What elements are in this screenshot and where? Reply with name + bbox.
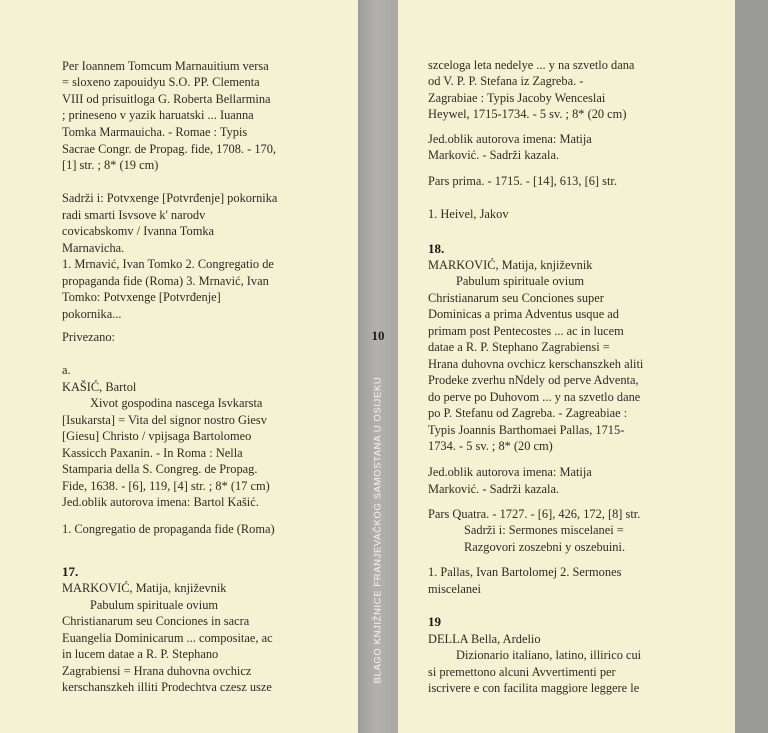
text-line: Pars prima. - 1715. - [14], 613, [6] str.: [428, 174, 617, 188]
text-line: VIII od prisuitloga G. Roberta Bellarmina: [62, 92, 271, 106]
spine-title: BLAGO KNJIŽNICE FRANJEVAČKOG SAMOSTANA U OSIJEKU: [372, 376, 384, 684]
entry-title: Pabulum spirituale ovium: [90, 598, 219, 612]
text-line: Tomka Marmauicha. - Romae : Typis: [62, 125, 248, 139]
text-line: = sloxeno zapouidyu S.O. PP. Clementa: [62, 75, 260, 89]
text-line: Per Ioannem Tomcum Marnauitium versa: [62, 59, 269, 73]
page-number: 10: [371, 328, 385, 343]
entry-author: MARKOVIĆ, Matija, književnik: [62, 581, 227, 595]
text-line: do perve po Duhovom ... y na szvetlo dane: [428, 390, 641, 404]
entry-author: KAŠIĆ, Bartol: [62, 380, 137, 394]
text-line: [1] str. ; 8* (19 cm): [62, 158, 159, 172]
text-line: Zagrabiensi = Hrana duhovna ovchicz: [62, 664, 252, 678]
text-line: propaganda fide (Roma) 3. Mrnavić, Ivan: [62, 274, 269, 288]
text-line: Fide, 1638. - [6], 119, [4] str. ; 8* (17 cm): [62, 479, 270, 493]
text-line: pokornika...: [62, 307, 122, 321]
text-line: 1. Congregatio de propaganda fide (Roma): [62, 522, 275, 536]
text-line: Hrana duhovna ovchicz kerschanszkeh aliti: [428, 357, 644, 371]
text-line: Razgovori zoszebni y oszebuini.: [464, 540, 626, 554]
text-line: datae a R. P. Stephano Zagrabiensi =: [428, 340, 610, 354]
text-line: Kassicch Paxanin. - In Roma : Nella: [62, 446, 243, 460]
text-line: Marković. - Sadrži kazala.: [428, 482, 560, 496]
text-line: Jed.oblik autorova imena: Bartol Kašić.: [62, 495, 259, 509]
text-line: Zagrabiae : Typis Jacoby Wenceslai: [428, 91, 606, 105]
entry-number: 19: [428, 614, 441, 629]
text-line: Jed.oblik autorova imena: Matija: [428, 132, 592, 146]
entry-number: 18.: [428, 241, 445, 256]
text-line: Jed.oblik autorova imena: Matija: [428, 465, 592, 479]
entry-title: Dizionario italiano, latino, illirico cui: [456, 648, 642, 662]
text-line: Heywel, 1715-1734. - 5 sv. ; 8* (20 cm): [428, 107, 627, 121]
entry-title: Pabulum spirituale ovium: [456, 274, 585, 288]
right-page: [398, 0, 735, 733]
text-line: 1734. - 5 sv. ; 8* (20 cm): [428, 439, 553, 453]
text-line: a.: [62, 363, 71, 377]
text-line: Dominicas a prima Adventus usque ad: [428, 307, 619, 321]
text-line: Privezano:: [62, 330, 115, 344]
text-line: 1. Mrnavić, Ivan Tomko 2. Congregatio de: [62, 257, 274, 271]
text-line: [Isukarsta] = Vita del signor nostro Giesv: [62, 413, 267, 427]
entry-title: Xivot gospodina nascega Isvkarsta: [90, 396, 263, 410]
text-line: od V. P. P. Stefana iz Zagreba. -: [428, 74, 584, 88]
text-line: Sadrži i: Potvxenge [Potvrđenje] pokornika: [62, 191, 278, 205]
text-line: si premettono alcuni Avvertimenti per: [428, 665, 616, 679]
text-line: Pars Quatra. - 1727. - [6], 426, 172, [8] str.: [428, 507, 641, 521]
text-line: 1. Pallas, Ivan Bartolomej 2. Sermones: [428, 565, 622, 579]
entry-author: DELLA Bella, Ardelio: [428, 632, 541, 646]
text-line: [Giesu] Christo / vpijsaga Bartolomeo: [62, 429, 252, 443]
text-line: iscrivere e con facilita maggiore leggere le: [428, 681, 640, 695]
text-line: szceloga leta nedelye ... y na szvetlo dana: [428, 58, 635, 72]
text-line: radi smarti Isvsove k' narodv: [62, 208, 206, 222]
entry-number: 17.: [62, 564, 79, 579]
text-line: Marković. - Sadrži kazala.: [428, 148, 560, 162]
text-line: Typis Joannis Barthomaei Pallas, 1715-: [428, 423, 625, 437]
text-line: 1. Heivel, Jakov: [428, 207, 509, 221]
text-line: Tomko: Potvxenge [Potvrđenje]: [62, 290, 221, 304]
text-line: primam post Pentecostes ... ac in lucem: [428, 324, 624, 338]
text-line: Marnavicha.: [62, 241, 125, 255]
text-line: in lucem datae a R. P. Stephano: [62, 647, 219, 661]
text-line: Christianarum seu Conciones super: [428, 291, 604, 305]
text-line: miscelanei: [428, 582, 481, 596]
text-line: Prodeke zverhu nNdely od perve Adventa,: [428, 373, 639, 387]
text-line: po P. Stefanu od Zagreba. - Zagreabiae :: [428, 406, 628, 420]
left-page: [0, 0, 358, 733]
text-line: Sadrži i: Sermones miscelanei =: [464, 523, 624, 537]
text-line: Stamparia della S. Congreg. de Propag.: [62, 462, 258, 476]
text-line: covicabskomv / Ivanna Tomka: [62, 224, 215, 238]
entry-author: MARKOVIĆ, Matija, književnik: [428, 258, 593, 272]
text-line: ; prineseno v yazik haruatski ... Iuanna: [62, 108, 254, 122]
text-line: Sacrae Congr. de Propag. fide, 1708. - 170,: [62, 142, 277, 156]
text-line: kerschanszkeh illiti Prodechtva czesz usze: [62, 680, 272, 694]
text-line: Euangelia Dominicarum ... compositae, ac: [62, 631, 273, 645]
text-line: Christianarum seu Conciones in sacra: [62, 614, 250, 628]
